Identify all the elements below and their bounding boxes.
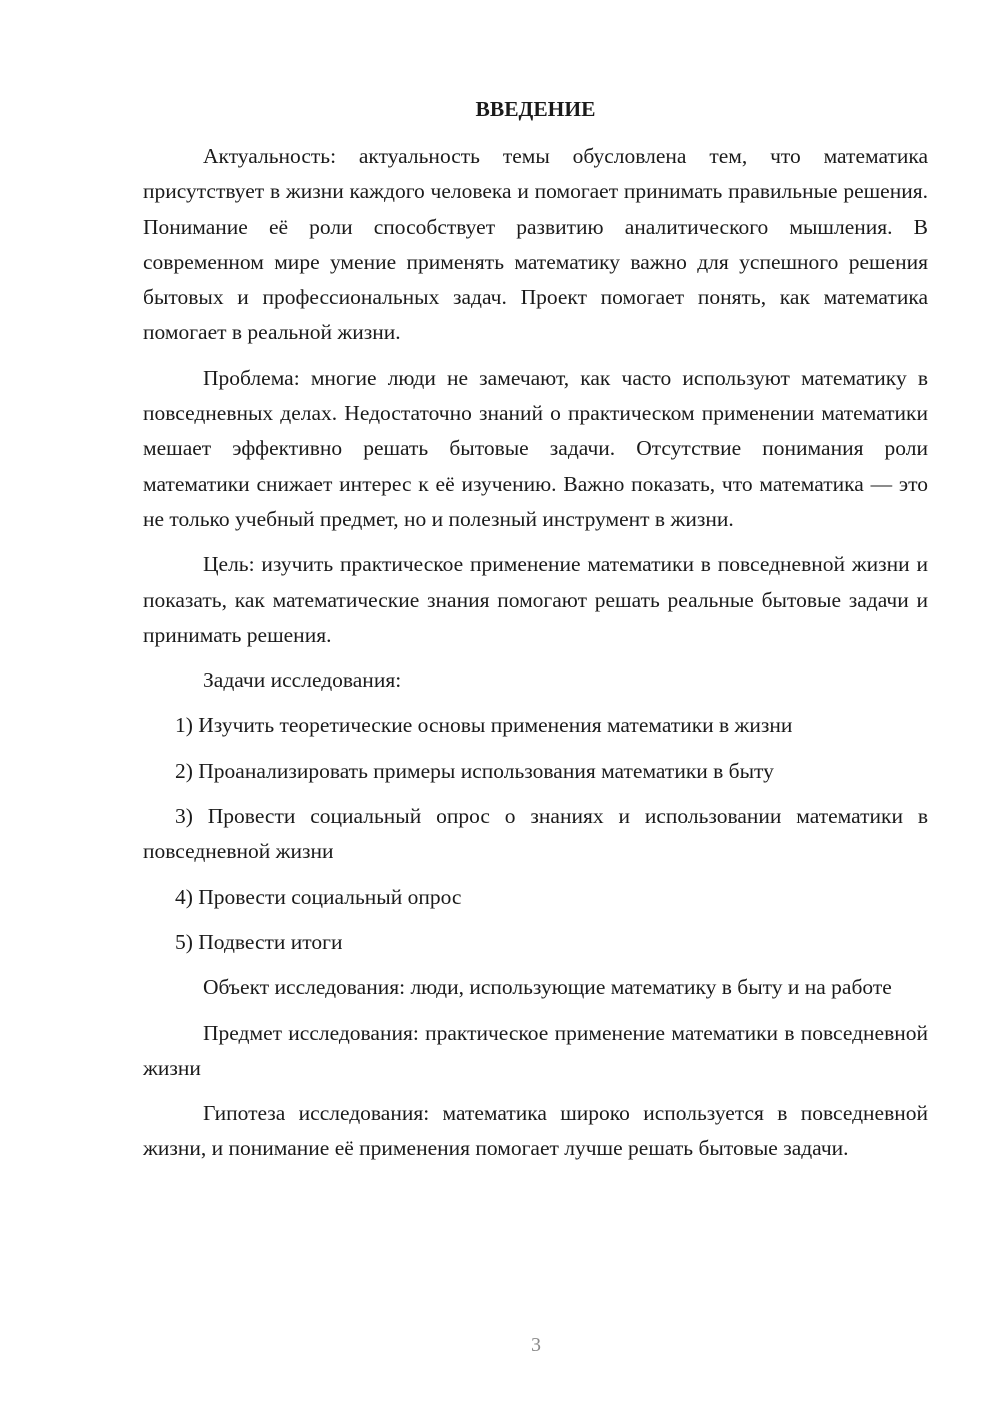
goal-paragraph: Цель: изучить практическое применение математики в повседневной жизни и показать, как математические знания помогают решать реальные бытовые задачи и принимать решения. <box>143 552 928 647</box>
research-object-paragraph: Объект исследования: люди, использующие математику в быту и на работе <box>203 975 892 1000</box>
research-subject-paragraph: Предмет исследования: практическое применение математики в повседневной жизни <box>143 1020 928 1080</box>
tasks-heading: Задачи исследования: <box>203 668 402 693</box>
document-page <box>143 92 928 1177</box>
page-title: ВВЕДЕНИЕ <box>475 97 596 121</box>
task-item-1: 1) Изучить теоретические основы применения математики в жизни <box>175 713 793 738</box>
task-item-5: 5) Подвести итоги <box>175 929 343 954</box>
problem-paragraph: Проблема: многие люди не замечают, как часто используют математику в повседневных делах. Недостаточно знаний о практическом применении математики мешает эффективно решать бытовые задачи. Отсутствие понимания роли математики снижает интерес к её изучению. Важно показать, что математика — это не только учебный предмет, но и полезный инструмент в жизни. <box>143 365 928 531</box>
relevance-paragraph: Актуальность: актуальность темы обусловлена тем, что математика присутствует в жизни каждого человека и помогает принимать правильные решения. Понимание её роли способствует развитию аналитического мышления. В современном мире умение применять математику важно для успешного решения бытовых и профессиональных задач. Проект помогает понять, как математика помогает в реальной жизни. <box>143 144 928 345</box>
page-number: 3 <box>531 1334 541 1356</box>
task-item-3: 3) Провести социальный опрос о знаниях и использовании математики в повседневной жизни <box>143 804 928 864</box>
task-item-2: 2) Проанализировать примеры использования математики в быту <box>175 758 774 783</box>
task-item-4: 4) Провести социальный опрос <box>175 884 462 909</box>
research-hypothesis-paragraph: Гипотеза исследования: математика широко используется в повседневной жизни, и понимание её применения помогает лучше решать бытовые задачи. <box>143 1101 928 1161</box>
